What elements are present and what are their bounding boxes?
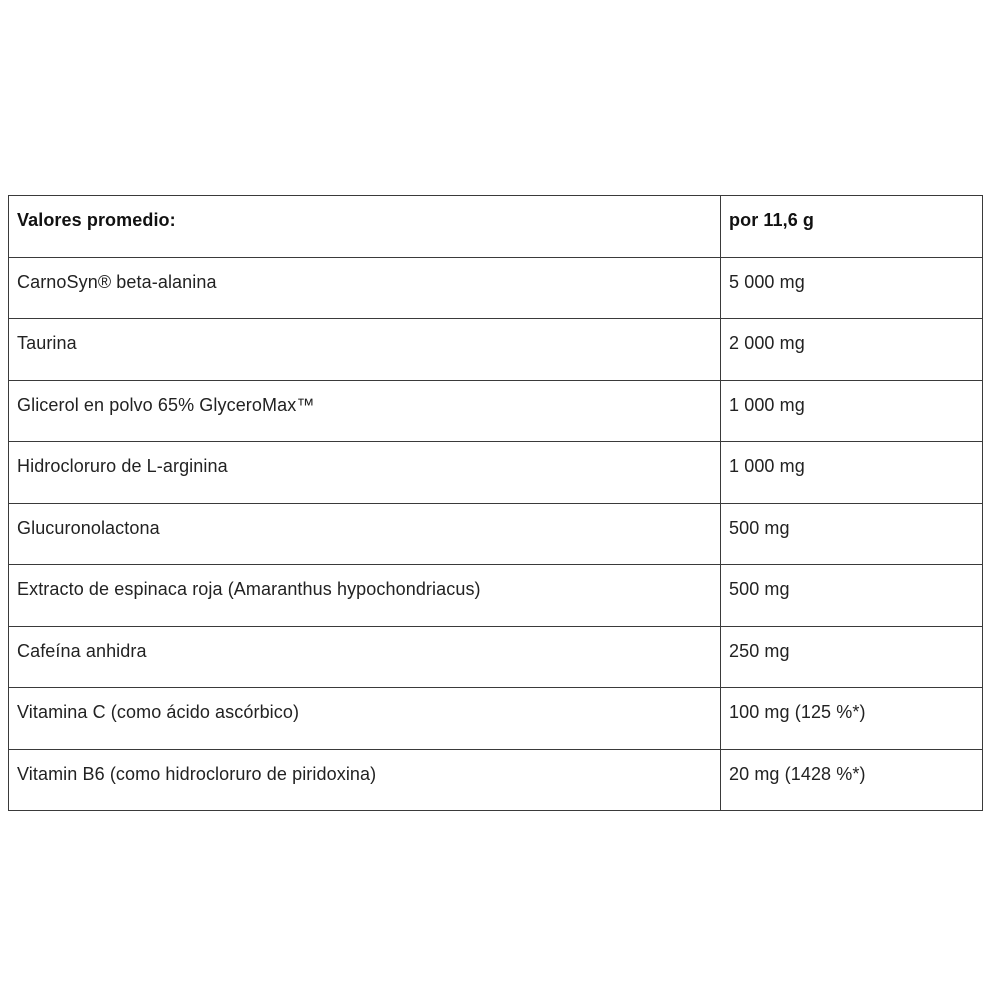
ingredient-name: Hidrocloruro de L-arginina: [9, 442, 721, 504]
ingredient-amount: 1 000 mg: [721, 442, 983, 504]
ingredient-name: Glicerol en polvo 65% GlyceroMax™: [9, 380, 721, 442]
ingredient-amount: 250 mg: [721, 626, 983, 688]
nutrition-facts-table: [8, 195, 983, 811]
ingredient-amount: 2 000 mg: [721, 319, 983, 381]
header-name-cell: Valores promedio:: [9, 196, 721, 258]
ingredient-amount: 20 mg (1428 %*): [721, 749, 983, 811]
ingredient-amount: 5 000 mg: [721, 257, 983, 319]
table-row: [9, 380, 983, 442]
table-row: [9, 565, 983, 627]
ingredient-amount: 500 mg: [721, 503, 983, 565]
table-row: [9, 503, 983, 565]
table-row: [9, 319, 983, 381]
table-row: [9, 626, 983, 688]
ingredient-name: CarnoSyn® beta-alanina: [9, 257, 721, 319]
ingredient-name: Extracto de espinaca roja (Amaranthus hypochondriacus): [9, 565, 721, 627]
table-row: [9, 749, 983, 811]
table-row: [9, 442, 983, 504]
ingredient-name: Taurina: [9, 319, 721, 381]
ingredient-amount: 100 mg (125 %*): [721, 688, 983, 750]
ingredient-name: Cafeína anhidra: [9, 626, 721, 688]
ingredient-amount: 500 mg: [721, 565, 983, 627]
table-header-row: [9, 196, 983, 258]
ingredient-amount: 1 000 mg: [721, 380, 983, 442]
ingredient-name: Vitamina C (como ácido ascórbico): [9, 688, 721, 750]
table-row: [9, 257, 983, 319]
ingredient-name: Vitamin B6 (como hidrocloruro de piridoxina): [9, 749, 721, 811]
table-row: [9, 688, 983, 750]
ingredient-name: Glucuronolactona: [9, 503, 721, 565]
header-amount-cell: por 11,6 g: [721, 196, 983, 258]
